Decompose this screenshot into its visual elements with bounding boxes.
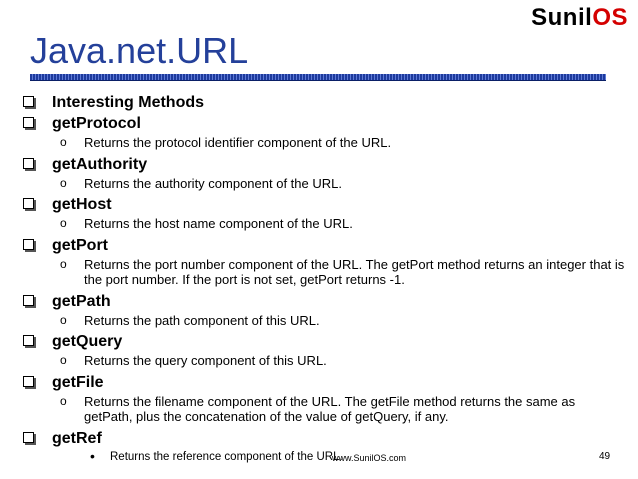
square-bullet-icon bbox=[23, 376, 34, 387]
sub-bullet: o Returns the protocol identifier component of the URL. bbox=[60, 135, 392, 150]
circle-bullet-icon: o bbox=[60, 312, 67, 327]
square-bullet-icon bbox=[23, 295, 34, 306]
sub-bullet: o Returns the filename component of the URL. The getFile method returns the same as getPath, plus the concatenation of the value of getQuery, if any. bbox=[60, 393, 576, 424]
bullet-heading: getPort bbox=[20, 235, 625, 256]
sub-bullet: o Returns the host name component of the URL. bbox=[60, 216, 353, 231]
list-item-getprotocol bbox=[20, 113, 625, 151]
square-bullet-icon bbox=[23, 239, 34, 250]
logo-text-os: OS bbox=[592, 4, 628, 31]
sunilos-logo bbox=[531, 4, 628, 32]
footer-url: www.SunilOS.com bbox=[332, 453, 407, 463]
list-item-getref bbox=[20, 428, 625, 466]
square-bullet-icon bbox=[23, 432, 34, 443]
square-bullet-icon bbox=[23, 96, 34, 107]
circle-bullet-icon: o bbox=[60, 393, 67, 408]
square-bullet-icon bbox=[23, 158, 34, 169]
bullet-heading: getAuthority bbox=[20, 154, 625, 175]
list-item-getauthority bbox=[20, 154, 625, 192]
square-bullet-icon bbox=[23, 117, 34, 128]
bullet-heading: getPath bbox=[20, 291, 625, 312]
list-item-getport bbox=[20, 235, 625, 288]
circle-bullet-icon: o bbox=[60, 216, 67, 230]
list-item-getquery bbox=[20, 331, 625, 369]
sub-bullet: o Returns the port number component of the URL. The getPort method returns an integer that is the port number. If the port is not set, getPort returns -1. bbox=[60, 256, 625, 287]
list-item-interesting-methods bbox=[20, 92, 625, 113]
sub-bullet: o Returns the query component of this URL. bbox=[60, 353, 327, 368]
slide-title: Java.net.URL bbox=[30, 30, 249, 71]
sub-bullet: o Returns the path component of this URL. bbox=[60, 312, 320, 328]
sub-bullet: o Returns the authority component of the URL. bbox=[60, 175, 342, 191]
sub-bullet: • Returns the reference component of the URL. bbox=[90, 447, 343, 464]
bullet-heading: Interesting Methods bbox=[20, 92, 625, 113]
bullet-heading: getProtocol bbox=[20, 113, 625, 134]
circle-bullet-icon: o bbox=[60, 175, 67, 190]
page-number: 49 bbox=[599, 451, 611, 462]
list-item-getfile bbox=[20, 372, 625, 425]
list-item-gethost bbox=[20, 194, 625, 232]
title-divider bbox=[30, 74, 606, 81]
circle-bullet-icon: o bbox=[60, 256, 67, 271]
list-item-getpath bbox=[20, 291, 625, 329]
bullet-heading: getFile bbox=[20, 372, 625, 393]
square-bullet-icon bbox=[23, 198, 34, 209]
circle-bullet-icon: o bbox=[60, 135, 67, 149]
logo-text-sunil: Sunil bbox=[531, 4, 593, 31]
dot-bullet-icon: • bbox=[90, 447, 95, 464]
slide-content bbox=[20, 92, 625, 468]
bullet-heading: getRef bbox=[20, 428, 625, 449]
bullet-heading: getHost bbox=[20, 194, 625, 215]
square-bullet-icon bbox=[23, 335, 34, 346]
circle-bullet-icon: o bbox=[60, 353, 67, 367]
bullet-heading: getQuery bbox=[20, 331, 625, 352]
